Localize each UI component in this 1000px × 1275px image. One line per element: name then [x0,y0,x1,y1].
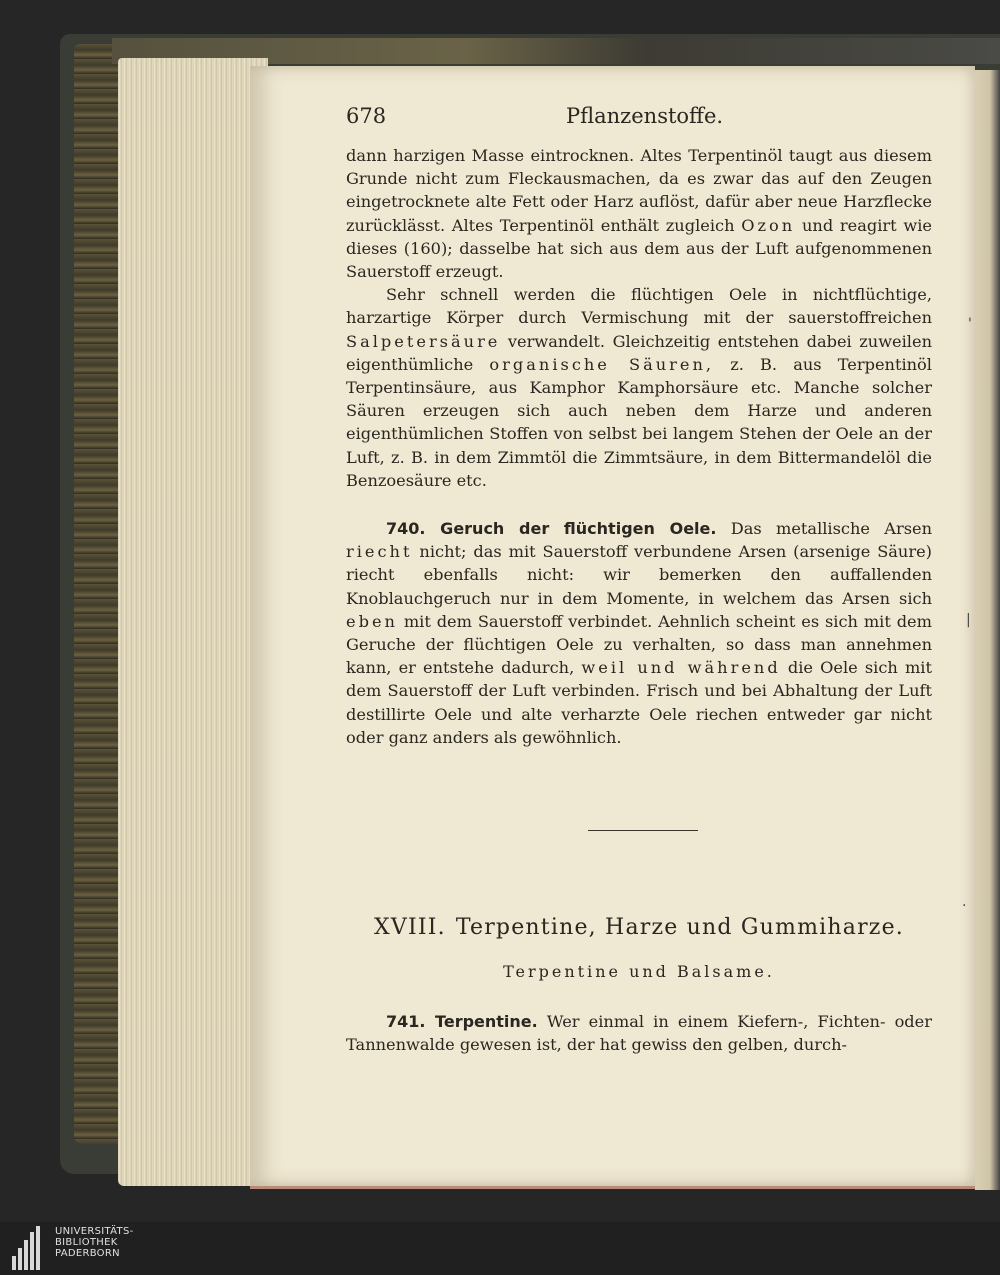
spaced-term-organische: organische Säuren, [489,354,715,374]
margin-mark: | [966,612,971,628]
library-logo-icon [12,1226,46,1270]
section-740 [346,517,932,749]
book-spine [74,44,120,1144]
section-740-text-1: Das metallische Arsen [730,519,933,538]
library-name [55,1226,134,1259]
spaced-term-riecht: riecht [346,542,413,562]
subheading: Terpentine und Balsame. [503,962,775,981]
section-741 [346,1010,932,1056]
section-740-text-3: mit dem Sauerstoff verbindet. Aehnlich scheint es sich mit dem Geruche der flüchtigen Oele zu verhalten, so dass man annehmen kann, er entstehe dadurch, [346,611,932,678]
library-name-line-1: UNIVERSITÄTS- [55,1226,134,1237]
section-divider [588,830,698,831]
right-page-edge [975,70,1000,1190]
section-740-heading: 740. Geruch der flüchtigen Oele. [386,519,717,538]
paragraph-2-mid: verwandelt. Gleichzeitig entstehen dabei zuweilen eigenthümliche [346,331,932,374]
page-number: 678 [346,104,387,128]
chapter-heading [346,915,932,940]
running-title: Pflanzenstoffe. [566,104,724,128]
spaced-term-weil: weil und während [581,658,781,678]
library-name-line-2: BIBLIOTHEK [55,1237,118,1248]
section-740-text-4: die Oele sich mit dem Sauerstoff der Luft verbinden. Frisch und bei Abhaltung der Luft destillirte Oele und alte verharzte Oele riechen entweder gar nicht oder ganz anders als gewöhnlich. [346,658,932,747]
paragraph-2 [346,283,932,492]
paragraph-1 [346,144,932,283]
spaced-term-salpetersaeure: Salpetersäure [346,331,501,351]
paragraph-2-start: Sehr schnell werden die flüchtigen Oele in nichtflüchtige, harzartige Körper durch Vermischung mit der sauerstoffreichen [346,285,932,328]
paragraph-1-end: und reagirt wie dieses (160); dasselbe hat sich aus dem aus der Luft aufgenommenen Sauerstoff erzeugt. [346,215,932,282]
section-741-heading: 741. Terpentine. [386,1012,538,1031]
spaced-term-eben: eben [346,611,398,631]
margin-mark: ' [968,316,972,332]
chapter-title: Terpentine, Harze und Gummiharze. [455,915,904,940]
paragraph-1-text: dann harzigen Masse eintrocknen. Altes Terpentinöl taugt aus diesem Grunde nicht zum Fleckausmachen, da es zwar das auf den Zeugen eingetrocknete alte Fett oder Harz auflöst, dafür aber neue Harzflecke zurücklässt. Altes Terpentinöl enthält zugleich [346,146,932,235]
footer-bar [0,1222,1000,1275]
page-header [334,104,930,134]
paragraph-2-end: z. B. aus Terpentinöl Terpentinsäure, aus Kamphor Kamphorsäure etc. Manche solcher Säuren erzeugen sich auch neben dem Harze und anderen eigenthümlichen Stoffen von selbst bei langem Stehen der Oele an der Luft, z. B. in dem Zimmtöl die Zimmtsäure, in dem Bittermandelöl die Benzoesäure etc. [346,354,932,490]
margin-mark: · [962,898,967,914]
text-block-1 [346,144,932,492]
section-741-text: Wer einmal in einem Kiefern-, Fichten- oder Tannenwalde gewesen ist, der hat gewiss den gelben, durch- [346,1012,932,1055]
library-name-line-3: PADERBORN [55,1248,120,1259]
chapter-number: XVIII. [374,915,446,940]
spaced-term-ozon: Ozon [741,215,796,235]
page-edges [118,58,268,1186]
section-740-text-2: nicht; das mit Sauerstoff verbundene Arsen (arsenige Säure) riecht ebenfalls nicht: wir bemerken den auffallenden Knoblauchgeruch nur in dem Momente, in welchem das Arsen sich [346,542,932,608]
